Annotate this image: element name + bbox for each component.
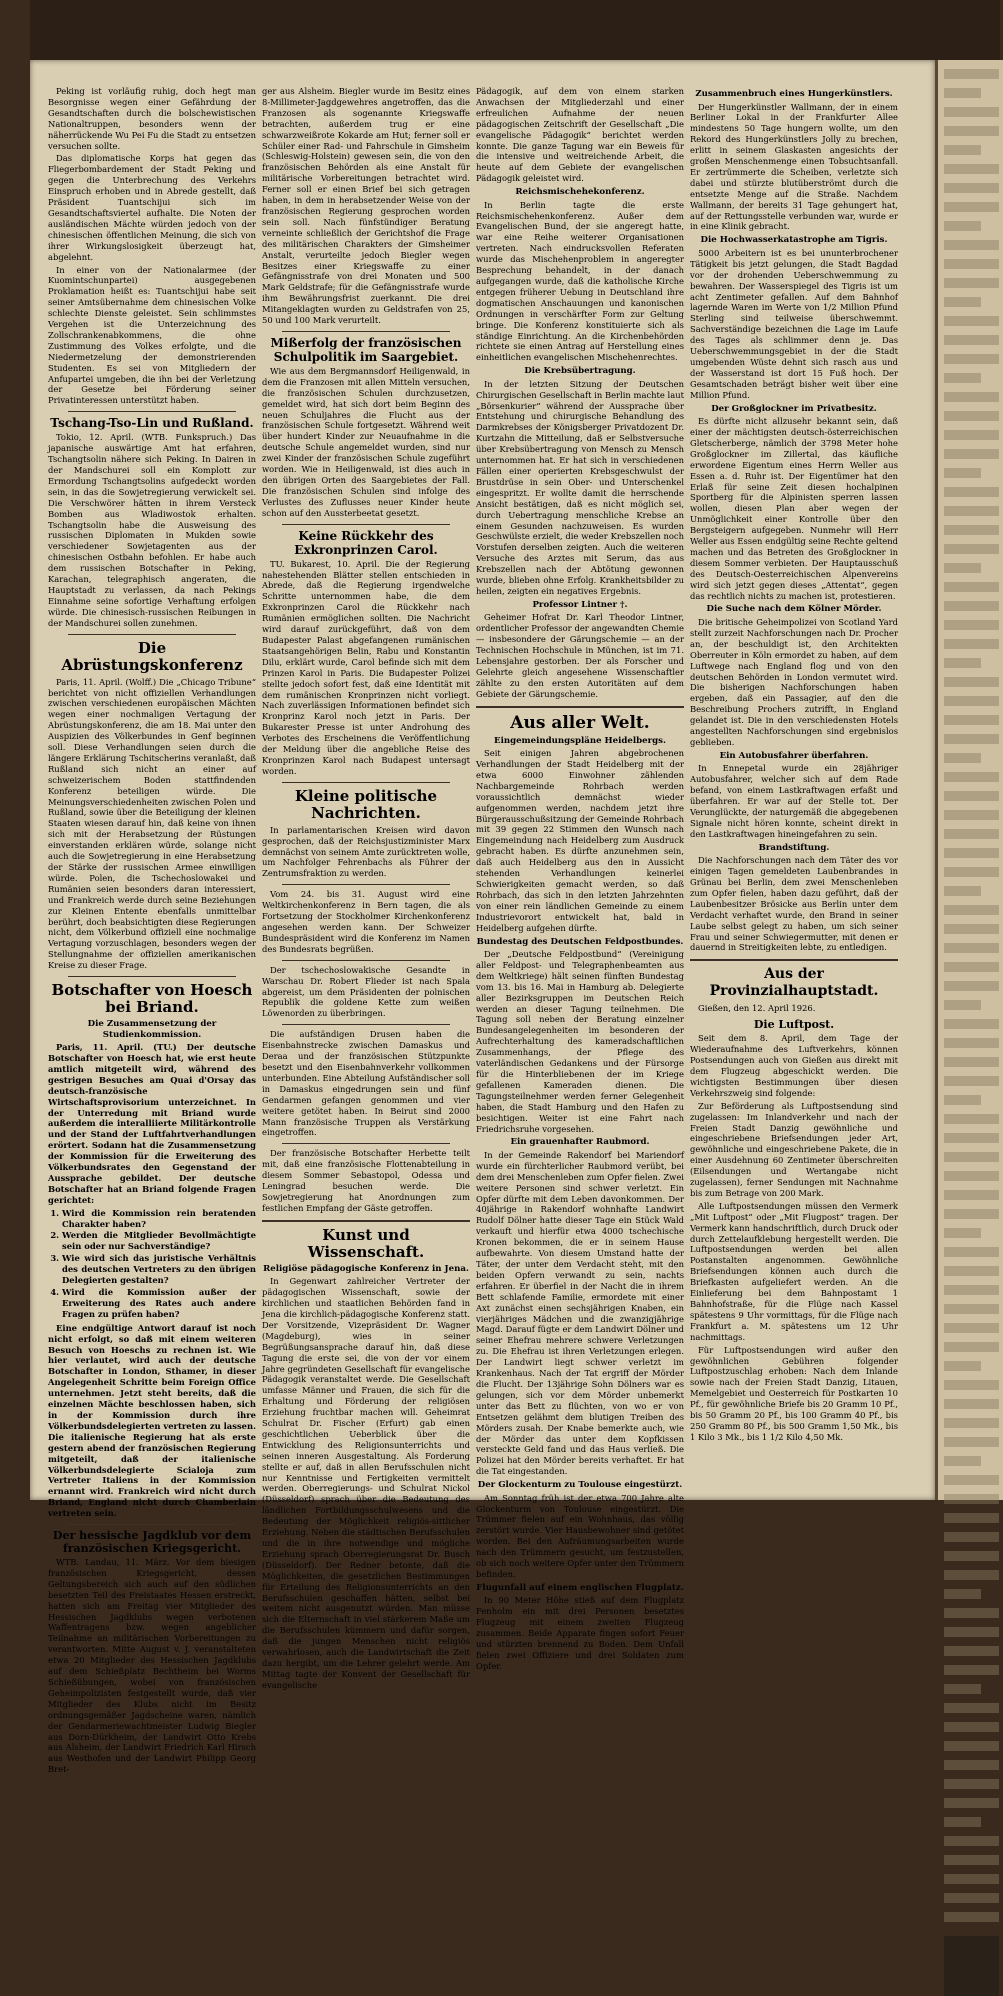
article-text: TU. Bukarest, 10. April. Die der Regierung nahestehenden Blätter stellen entschieden in Abrede, daß die Regierung irgendwelche Schritte unternommen habe, die dem Exkronprinzen Carol die Rückkehr nach Rumänien ermöglichen sollten. Die Nachricht wird darauf zurückgeführt, daß von dem Budapester Palast abgefangenen rumänischen Staatsangehörigen Belin, Rabu und Konstantin Dilu, erklärt wurde, Carol befinde sich mit dem Prinzen Karol in Paris. Die Budapester Polizei stellte jedoch sofort fest, daß eine Identität mit dem rumänischen Kronprinzen nicht vorliegt. Nach zuverlässigen Informationen befindet sich Kronprinz Karol noch jetzt in Paris. Der Bukarester Presse ist unter Androhung des Verbotes des Erscheinens die Veröffentlichung der Meldung über die angebliche Reise des Kronprinzen Karol nach Budapest untersagt worden. — [262, 558, 470, 776]
article-text: WTB. Landau, 11. März. Vor dem hiesigen französischen Kriegsgericht, dessen Geltungsbereich sich auch auf den südlichen besetzten Teil des Freistaates Hessen erstreckt, hatten sich am Freitag vier Mitglieder des Hessischen Jagdklubs wegen verbotenen Waffentragens bzw. wegen angeblicher Teilnahme an militärischen Vorbereitungen zu verantworten. Mitte August v. J. veranstalteten etwa 20 Mitglieder des Hessischen Jagdklubs auf dem Schießplatz Bechtheim bei Worms Schießübungen, wobei von französischen Geheimpolizisten festgestellt wurde, daß vier Mitglieder des Klubs nicht im Besitz ordnungsgemäßer Jagdscheine waren, nämlich der Gendarmeriewachtmeister Ludwig Biegler aus Dorn-Dürkheim, der Landwirt Otto Krebs aus Alsheim, der Landwirt Friedrich Karl Hirsch aus Westhofen und der Landwirt Philipp Georg Bret- — [48, 1557, 256, 1775]
article-text: In Gegenwart zahlreicher Vertreter der pädagogischen Wissenschaft, sowie der kirchlichen und staatlichen Behörden fand in Jena die kirchlich-pädagogische Konferenz statt. Der Vorsitzende, Vizepräsident Dr. Wagner (Magdeburg), wies in seiner Begrüßungsansprache darauf hin, daß diese Tagung die erste sei, die von der vor einem Jahre gegründeten Gesellschaft für evangelische Pädagogik veranstaltet werde. Die Gesellschaft umfasse Männer und Frauen, die sich für die Erhaltung und Förderung der religiösen Erziehung fruchtbar machen will. Geheimrat Schulrat Dr. Fischer (Erfurt) gab einen geschichtlichen Ueberblick über die Entwicklung des Religionsunterrichts und seinen inneren Ausgestaltung. Als Forderung stellte er auf, daß in allen Berufsschulen nicht nur Kenntnisse und Fertigkeiten vermittelt werden. Oberregierungs- und Schulrat Nickol (Düsseldorf) sprach über die Bedeutung des ländlichen Fortbildungsschulwesens und die Bedeutung der Möglichkeit religiös-sittlicher Erziehung. Neben die städtischen Berufsschulen und die in ihre notwendige und mögliche Erziehung sprach Oberregierungsrat Dr. Busch (Düsseldorf). Der Redner betonte, daß die Möglichkeiten, die gesetzlichen Bestimmungen für Erteilung des Religionsunterrichts an den Berufsschulen geschaffen hätten, selbst bei weitem nicht ausgenutzt würden. Man müsse sich die Elternschaft in viel stärkerem Maße um die Berufsschulen kümmern und dafür sorgen, daß die jungen Menschen nicht religiös verwahrlosen, auch die Landwirtschaft die Zeit dazu hergibt, um die Lehrer gelehrt werde. Am Mittag tagte der Konvent der Gesellschaft für evangelische — [262, 1276, 470, 1690]
dateline: Gießen, den 12. April 1926. — [698, 1003, 816, 1014]
column-2 — [262, 86, 470, 1690]
subheadline-koelner-moerder: Die Suche nach dem Kölner Mörder. — [706, 604, 882, 615]
article-text: Die britische Geheimpolizei von Scotland Yard stellt zurzeit Nachforschungen nach Dr. Procher an, der beschuldigt ist, den Architekten Oberreuter in Köln ermordet zu haben, auf dem Luftwege nach England flog und von den deutschen Behörden in London vermutet wird. Die bisherigen Nachforschungen haben ergeben, daß ein Passagier, auf den die Beschreibung Prochers zutrifft, in England gelandet ist. Die in den verschiedensten Hotels angestellten Nachforschungen sind ergebnislos geblieben. — [690, 616, 898, 747]
list-item: 2. Werden die Mitglieder Bevollmächtigte sein oder nur Sachverständige? — [62, 1230, 256, 1252]
article-text: Alle Luftpostsendungen müssen den Vermerk „Mit Luftpost“ oder „Mit Flugpost“ tragen. Der Vermerk kann handschriftlich, durch Druck oder durch Zettelaufklebung hergestellt werden. Die Luftpostsendungen werden bei allen Postanstalten angenommen. Gewöhnliche Briefsendungen können auch durch die Briefkasten aufgeliefert werden. An die Einlieferung bei dem Bahnpostamt 1 Bahnhofstraße, für die Flüge nach Kassel spätestens 9 Uhr vormittags, für die Flüge nach Frankfurt a. M. spätestens um 12 Uhr nachmittags. — [690, 1200, 898, 1342]
article-text: Die aufständigen Drusen haben die Eisenbahnstrecke zwischen Damaskus und Deraa und der französischen Stützpunkte besetzt und den Eisenbahnverkehr vollkommen unterbunden. Eine Abteilung Aufständischer soll in Damaskus eingedrungen sein und fünf Gendarmen gefangen genommen und vier weitere getötet haben. In Beirut sind 2000 Mann französische Truppen als Verstärkung eingetroffen. — [262, 1029, 470, 1138]
column-3 — [476, 86, 684, 1671]
article-text: In Ennepetal wurde ein 28jähriger Autobusfahrer, welcher sich auf dem Rade befand, von einem Lastkraftwagen erfaßt und überfahren. Er war auf der Stelle tot. Der Verunglückte, der naturgemäß die abgegebenen Signale nicht hören konnte, scheint direkt in den Lastkraftwagen hineingefahren zu sein. — [690, 763, 898, 839]
article-text: Der Hungerkünstler Wallmann, der in einem Berliner Lokal in der Frankfurter Allee mindestens 50 Tage hungern wollte, um den Rekord des Hungerkünstlers Jolly zu brechen, erlitt in seinem Glaskasten angesichts der großen Menschenmenge einen Tobsuchtsanfall. Er zertrümmerte die Scheiben, verletzte sich dabei und stürzte blutüberströmt durch die entsetzte Menge auf die Straße. Nachdem Wallmann, der bereits 31 Tage gehungert hat, auf der Rettungsstelle verbunden war, wurde er in eine Klinik gebracht. — [690, 101, 898, 232]
article-text: In der Gemeinde Rakendorf bei Mariendorf wurde ein fürchterlicher Raubmord verübt, bei dem drei Menschenleben zum Opfer fielen. Zwei weitere Personen sind schwer verletzt. Ein Opfer dürfte mit dem Leben davonkommen. Der 40jährige in Rakendorf wohnhafte Landwirt Rudolf Dölner hatte dieser Tage ein Stück Wald verkauft und hierfür etwa 4000 tschechische Kronen bekommen, die er in seinem Hause aufbewahrte. Von diesem Umstand hatte der Täter, der unter dem Verdacht steht, mit den beiden Opfern verwandt zu sein, nachts erfahren. Er überfiel in der Nacht die in ihrem Bett schlafende Familie, ermordete mit einer Axt zunächst einen sechsjährigen Knaben, ein vierjähriges Mädchen und die zwanzigjährige Magd. Darauf fügte er dem Landwirt Dölner und seiner Ehefrau mehrere schwere Verletzungen zu. Die Ehefrau ist ihren Verletzungen erlegen. Der Landwirt liegt schwer verletzt im Krankenhaus. Nach der Tat ergriff der Mörder die Flucht. Der 13jährige Sohn Dölners war es gelungen, sich vor dem Mörder unbemerkt unter das Bett zu flüchten, von wo er von Entsetzen gelähmt dem blutigen Treiben des Mörders zusah. Der Knabe bemerkte auch, wie der Mörder das unter dem Kopfkissen versteckte Geld fand und das Haus verließ. Die Polizei hat den Mörder bereits verhaftet. Er hat die Tat eingestanden. — [476, 1149, 684, 1477]
subheadline-grossglockner: Der Großglockner im Privatbesitz. — [711, 403, 877, 414]
article-text: In parlamentarischen Kreisen wird davon gesprochen, daß der Reichsjustizminister Marx demnächst von seinem Amte zurücktreten wolle, um Nachfolger Fehrenbachs als Führer der Zentrumsfraktion zu werden. — [262, 824, 470, 879]
article-text: In 90 Meter Höhe stieß auf dem Flugplatz Fenholm ein mit drei Personen besetztes Flugzeug mit einem zweiten Flugzeug zusammen. Beide Apparate fingen sofort Feuer und stürzten brennend zu Boden. Dem Unfall fielen zwei Offiziere und drei Soldaten zum Opfer. — [476, 1595, 684, 1671]
subheadline-hungerkuenstler: Zusammenbruch eines Hungerkünstlers. — [695, 89, 893, 99]
article-text: Seit einigen Jahren abgebrochenen Verhandlungen der Stadt Heidelberg mit der etwa 6000 Einwohner zählenden Nachbargemeinde Rohrbach werden voraussichtlich demnächst wieder aufgenommen werden, nachdem jetzt ihre Bürgerausschußsitzung der Gemeinde Rohrbach mit 39 gegen 22 Stimmen den Wunsch nach Eingemeindung nach Heidelberg zum Ausdruck gebracht haben. Es dürfte anzunehmen sein, daß auch Heidelberg aus den in Aussicht stehenden Verhandlungen keinerlei Schwierigkeiten gemacht werden, so daß Rohrbach, das sich in den letzten Jahrzehnten von einer rein ländlichen Gemeinde zu einem Industrievorort entwickelt hat, bald in Heidelberg aufgehen dürfte. — [476, 748, 684, 933]
headline-botschafter: Botschafter von Hoesch bei Briand. — [51, 981, 253, 1017]
subheadline-lintner: Professor Lintner †. — [532, 599, 628, 610]
subheadline-botschafter: Die Zusammensetzung der Studienkommission. — [87, 1019, 217, 1040]
headline-jagdklub: Der hessische Jagdklub vor dem französischen Kriegsgericht. — [52, 1529, 252, 1556]
article-text: Vom 24. bis 31. August wird eine Weltkirchenkonferenz in Bern tagen, die als Fortsetzung der Stockholmer Kirchenkonferenz angesehen werden kann. Der Schweizer Bundespräsident wird die Konferenz im Namen des Bundesrats begrüßen. — [262, 889, 470, 954]
subheadline-raubmord: Ein grauenhafter Raubmord. — [510, 1137, 650, 1148]
subheadline-glockenturm: Der Glockenturm zu Toulouse eingestürzt. — [477, 1480, 683, 1491]
article-text: ger aus Alsheim. Biegler wurde im Besitz eines 8-Millimeter-Jagdgewehres angetroffen, das die Franzosen als sogenannte Kriegswaffe betrachten, außerdem trug er eine schwarzweißrote Kokarde am Hut; ferner soll er Schüler einer Rad- und Fahrschule in Gimsheim (Schleswig-Holstein) gewesen sein, die von den französischen Behörden als eine Anstalt für militärische Vorbereitungen betrachtet wird. Ferner soll er einen Brief bei sich getragen haben, in dem in herabsetzender Weise von der französischen Regierung gesprochen worden sein soll. Nach fünfstündiger Beratung verneinte schließlich der Gerichtshof die Frage des militärischen Charakters der Gimsheimer Anstalt, verurteilte jedoch Biegler wegen Besitzes einer Kriegswaffe zu einer Gefängnisstrafe von drei Monaten und 500 Mark Geldstrafe; für die Gefängnisstrafe wurde ihm Bewährungsfrist zuerkannt. Die drei Mitangeklagten wurden zu Geldstrafen von 25, 50 und 100 Mark verurteilt. — [262, 86, 470, 326]
headline-aus-aller-welt: Aus aller Welt. — [510, 712, 650, 733]
article-text: Tokio, 12. April. (WTB. Funkspruch.) Das japanische auswärtige Amt hat erfahren, Tschangtsolin nähere sich Peking. In Dairen in der Mandschurei soll ein Komplott zur Ermordung Tschangtsolins aufgedeckt worden sein, in das die Sowjetregierung verwickelt sei. Die Verschwörer hätten in ihrem Versteck Bomben aus Wladiwostok erhalten. Tschangtsolin habe die Ausweisung des russischen Diplomaten in Mukden sowie verschiedener Sowjetagenten aus der chinesischen Ostbahn befohlen. Er habe auch dem russischen Botschafter in Peking, Karachan, telegraphisch angeraten, die Hauptstadt zu verlassen, da nach Pekings Einnahme seine sofortige Verhaftung erfolgen würde. Die chinesisch-russischen Reibungen in der Mandschurei sollen zunehmen. — [48, 432, 256, 628]
article-text: In Berlin tagte die erste Reichsmischehenkonferenz. Außer dem Evangelischen Bund, der sie angeregt hatte, war eine Reihe weiterer Organisationen vertreten. Nach eindrucksvollen Referaten wurde das Mischehenproblem in angeregter Besprechung behandelt, in der danach aufgegangen wurde, daß die katholische Kirche entgegen früherer Uebung in Deutschland ihre dogmatischen Anschauungen und kanonischen Ordnungen in verschärfter Form zur Geltung bringe. Die Konferenz konstituierte sich als ständige Einrichtung. An die Kirchenbehörden richtete sie einen Antrag auf Herstellung eines einheitlichen evangelischen Mischehenrechtes. — [476, 199, 684, 363]
article-text: In einer von der Nationalarmee (der Kuomintschunpartei) ausgegebenen Proklamation heißt es: Tuantschijui habe seit seiner Amtsübernahme dem chinesischen Volke schlechte Dienste geleistet. Sein schlimmstes Vergehen ist die Unterzeichnung des Zollschrankenabkommens, die ohne Zustimmung des Volkes erfolgte, und die Niedermetzelung der demonstrierenden Studenten. Es sei von Mitgliedern der Anfupartei umgeben, die ihn bei der Verletzung der Gesetze bei Förderung seiner Privatinteressen unterstützt haben. — [48, 264, 256, 406]
article-text: Peking ist vorläufig ruhig, doch hegt man Besorgnisse wegen einer Gefährdung der Gesandtschaften durch die bolschewistischen Nationaltruppen, besonders wenn der näherrückende Wu Pei Fu die Stadt zu entsetzen versuchen sollte. — [48, 86, 256, 151]
headline-schulpolitik: Mißerfolg der französischen Schulpolitik im Saargebiet. — [270, 335, 462, 364]
article-text: Seit dem 8. April, dem Tage der Wiederaufnahme des Luftverkehrs, können Postsendungen auch von Gießen aus direkt mit dem Flugzeug abgeschickt werden. Die wichtigsten Bestimmungen über diesen Verkehrszweig sind folgende: — [690, 1033, 898, 1098]
article-text: Zur Beförderung als Luftpostsendung sind zugelassen: Im Inlandverkehr und nach der Freien Stadt Danzig gewöhnliche und eingeschriebene Briefsendungen jeder Art, gewöhnliche und eingeschriebene Pakete, die in einer Ausdehnung 60 Zentimeter überschreiten (Eilsendungen und Wertangabe nicht zugelassen), ferner Sendungen mit Nachnahme bis zum Betrage von 200 Mark. — [690, 1100, 898, 1198]
article-text: Der „Deutsche Feldpostbund“ (Vereinigung aller Feldpost- und Telegraphenbeamten aus dem Weltkriege) hält seinen fünften Bundestag vom 13. bis 16. Mai in Hamburg ab. Delegierte aller Bezirksgruppen im Deutschen Reich werden an dieser Tagung teilnehmen. Die Tagung soll neben der Beratung einzelner Bundesangelegenheiten im besonderen der Aufrechterhaltung des kameradschaftlichen Zusammenhangs, der Pflege des vaterländischen Gedankens und der Fürsorge für die Hinterbliebenen der im Kriege gefallenen Kameraden dienen. Die Tagungsteilnehmer werden ferner Gelegenheit haben, die Stadt Hamburg und den Hafen zu besichtigen. Weiter ist eine Fahrt nach Friedrichsruhe vorgesehen. — [476, 949, 684, 1134]
article-text: In der letzten Sitzung der Deutschen Chirurgischen Gesellschaft in Berlin machte laut „Börsenkurier“ während der Aussprache über Entstehung und chirurgische Behandlung des Darmkrebses der Königsberger Privatdozent Dr. Kurtzahn die Mitteilung, daß er Selbstversuche über Krebsübertragung von Mensch zu Mensch unternommen hat. Er hat sich in verschiedenen Fällen einer operierten Krebsgeschwulst der Brustdrüse in sein Ober- und Unterschenkel eingespritzt. Er wollte damit die herrschende Ansicht bestätigen, daß es nicht möglich sei, durch Uebertragung menschliche Krebse an einem Gesunden nachzuweisen. Es wurden Geschwülste erzielt, die weder Krebszellen noch Vorstufen derselben zeigten. Auch die weiteren Versuche des Arztes mit Serum, das aus Krebszellen nach der Abtötung gewonnen wurde, blieben ohne Erfolg. Krankheitsbilder zu heilen, zeigten ein negatives Ergebnis. — [476, 378, 684, 596]
article-text: Wie aus dem Bergmannsdorf Heiligenwald, in dem die Franzosen mit allen Mitteln versuchen, die französischen Schulen durchzusetzen, gemeldet wird, hat sich dort beim Beginn des neuen Schuljahres die Flucht aus der französischen Schule fortgesetzt. Während weit über hundert Kinder zur Neuaufnahme in die deutsche Schule angemeldet wurden, sind nur zwei Kinder der französischen Schule zugeführt worden. Wie in Heiligenwald, ist dies auch in den übrigen Orten des Saargebietes der Fall. Die französischen Schulen sind infolge des Verlustes des Zuflusses neuer Kinder heute schon auf den Aussterbeetat gesetzt. — [262, 365, 470, 518]
article-text: Der tschechoslowakische Gesandte in Warschau Dr. Robert Flieder ist nach Spala abgereist, um dem Präsidenten der polnischen Republik die goldene Kette zum weißen Löwenorden zu überbringen. — [262, 964, 470, 1019]
article-text: Pädagogik, auf dem von einem starken Anwachsen der Mitgliederzahl und einer erfreulichen Aufnahme der neuen pädagogischen Zeitschrift der Gesellschaft „Die evangelische Pädagogik“ berichtet werden konnte. Die ganze Tagung war ein Beweis für die intensive und weitreichende Arbeit, die heute auf dem Gebiete der evangelischen Pädagogik geleistet wird. — [476, 86, 684, 184]
headline-kunst: Kunst und Wissenschaft. — [307, 1225, 425, 1261]
list-item: 1. Wird die Kommission rein beratenden Charakter haben? — [62, 1208, 256, 1230]
article-text: Paris, 11. April. (Wolff.) Die „Chicago Tribune“ berichtet von nicht offiziellen Verhandlungen zwischen verschiedenen europäischen Mächten wegen einer nochmaligen Vertagung der Abrüstungskonferenz, die am 18. Mai unter den Auspizien des Völkerbundes in Genf beginnen soll. Diese Verhandlungen seien durch die längere Erklärung Tschitscherins veranlaßt, daß Rußland sich nicht an einer auf schweizerischem Boden stattfindenden Konferenz beteiligen würde. Die Meinungsverschiedenheiten zwischen Polen und Rußland, sowie über die Beteiligung der kleinen Staaten wiesen darauf hin, daß keine von ihnen sich mit der Herabsetzung der Rüstungen einverstanden erklären würde, solange nicht auch die Sowjetregierung in eine Herabsetzung der Stärke der russischen Armee einwilligen würde. Polen, die Tschechoslowakei und Rumänien seien besonders daran interessiert, und Frankreich werde durch seine Beziehungen zur Kleinen Entente ebenfalls unmittelbar berührt, doch beabsichtigten diese Regierungen nicht, dem Völkerbund offiziell eine nochmalige Vertagung vorzuschlagen, besonders wegen der Stellungnahme der offiziellen amerikanischen Kreise zu dieser Frage. — [48, 676, 256, 971]
headline-provinzialhauptstadt: Aus der Provinzialhauptstadt. — [709, 966, 879, 1000]
question-list — [48, 1208, 256, 1320]
subheadline-feldpost: Bundestag des Deutschen Feldpostbundes. — [476, 936, 684, 947]
subheadline-reichsmischehe: Reichsmischehekonferenz. — [515, 187, 645, 198]
list-item: 4. Wird die Kommission außer der Erweiterung des Rates auch andere Fragen zu prüfen haben? — [62, 1287, 256, 1320]
adjacent-page-edge — [935, 60, 1003, 1500]
subheadline-krebs: Die Krebsübertragung. — [524, 366, 636, 377]
headline-carol: Keine Rückkehr des Exkronprinzen Carol. — [294, 528, 438, 557]
article-text: Geheimer Hofrat Dr. Karl Theodor Lintner, ordentlicher Professor der angewandten Chemie — insbesondere der Gärungschemie — an der Technischen Hochschule in München, ist im 71. Lebensjahre gestorben. Der als Forscher und Gelehrte gleich angesehene Wissenschaftler zählte zu den ersten Autoritäten auf dem Gebiete der Gärungschemie. — [476, 612, 684, 699]
scan-top-border — [30, 0, 1000, 60]
subheadline-flugunfall: Flugunfall auf einem englischen Flugplatz. — [476, 1582, 684, 1593]
article-text: Für Luftpostsendungen wird außer den gewöhnlichen Gebühren folgender Luftpostzuschlag erhoben: Nach dem Inlande sowie nach der Freien Stadt Danzig, Litauen, Memelgebiet und Oesterreich für Postkarten 10 Pf., für gewöhnliche Briefe bis 20 Gramm 10 Pf., bis 50 Gramm 20 Pf., bis 100 Gramm 40 Pf., bis 250 Gramm 80 Pf., bis 500 Gramm 1,50 Mk., bis 1 Kilo 3 Mk., bis 1 1/2 Kilo 4,50 Mk. — [690, 1344, 898, 1442]
article-text: Es dürfte nicht allzusehr bekannt sein, daß einer der mächtigsten deutsch-österreichischen Gletscherberge, nämlich der 3798 Meter hohe Großglockner im Zillertal, das käufliche erwordene Eigentum eines Herrn Weller aus Essen a. d. Ruhr ist. Der Eigentümer hat den Erlaß für seine Zeit diesen hochalpinen Sportberg für die Alpinisten sperren lassen wollen, diesen Plan aber wegen der Unmöglichkeit einer Kontrolle über den Bergsteigern aufgegeben. Nunmehr will Herr Weller aus Essen endgültig seine Rechte geltend machen und das Betreten des Großglockner in diesem Sommer verbieten. Der Hauptausschuß des Deutsch-Oesterreichischen Alpenvereins wird sich jetzt gegen dieses „Attentat“, gegen das rechtlich nichts zu machen ist, protestieren. — [690, 416, 898, 601]
article-text: Die Nachforschungen nach dem Täter des vor einigen Tagen gemeldeten Laubenbrandes in Grünau bei Berlin, dem zwei Menschenleben zum Opfer fielen, haben dazu geführt, daß der Laubenbesitzer Brösicke aus Berlin unter dem Verdacht verhaftet wurde, den Brand in seiner Laube selbst gelegt zu haben, um sich seiner Frau und seiner Schwiegermutter, mit denen er dauernd in Streitigkeiten lebte, zu entledigen. — [690, 855, 898, 953]
article-text: Eine endgültige Antwort darauf ist noch nicht erfolgt, so daß mit einem weiteren Besuch von Hoeschs zu rechnen ist. Wie hier verlautet, wird auch der deutsche Botschafter in London, Sthamer, in dieser Angelegenheit Schritte beim Foreign Office unternehmen. Jetzt steht bereits, daß die einzelnen Mächte beschlossen haben, sich in der Kommission durch ihre Völkerbundsdelegierten vertreten zu lassen. Die italienische Regierung hat als erste gestern abend der französischen Regierung mitgeteilt, daß der italienische Völkerbundsdelegierte Scialoja zum Vertreter Italiens in der Kommission ernannt wird. Frankreich wird nicht durch Briand, England nicht durch Chamberlain vertreten sein. — [48, 1322, 256, 1519]
article-text: Am Sonntag früh ist der etwa 700 Jahre alte Glockenturm von Toulouse eingestürzt. Die Trümmer fielen auf ein Wohnhaus, das völlig zerstört wurde. Vier Hausbewohner sind getötet worden. Bei den Aufräumungsarbeiten wurde nach den Trümmern gesucht, um festzustellen, ob sich noch weitere Opfer unter den Trümmern befinden. — [476, 1492, 684, 1579]
headline-kleine-nachrichten: Kleine politische Nachrichten. — [294, 786, 438, 822]
subheadline-kunst: Religiöse pädagogische Konferenz in Jena. — [263, 1263, 469, 1274]
headline-tschang: Tschang-Tso-Lin und Rußland. — [50, 416, 254, 431]
subheadline-luftpost: Die Luftpost. — [753, 1018, 835, 1032]
subheadline-tigris: Die Hochwasserkatastrophe am Tigris. — [700, 235, 888, 246]
column-1 — [48, 86, 256, 1775]
subheadline-heidelberg: Eingemeindungspläne Heidelbergs. — [494, 735, 666, 746]
list-item: 3. Wie wird sich das juristische Verhältnis des deutschen Vertreters zu den übrigen Delegierten gestalten? — [62, 1253, 256, 1286]
subheadline-brand: Brandstiftung. — [758, 842, 830, 853]
article-text: Paris, 11. April. (TU.) Der deutsche Botschafter von Hoesch hat, wie erst heute amtlich mitgeteilt wird, während des gestrigen Besuches am Quai d'Orsay das deutsch-französische Wirtschaftsprovisorium unterzeichnet. In der Unterredung mit Briand wurde außerdem die interalliierte Militärkontrolle und der Stand der Luftfahrtverhandlungen erörtert. Sodann hat die Zusammensetzung der Kommission für die Erweiterung des Völkerbundsrates den Gegenstand der Aussprache gebildet. Der deutsche Botschafter hat an Briand folgende Fragen gerichtet: — [48, 1042, 256, 1205]
subheadline-autobus: Ein Autobusfahrer überfahren. — [719, 750, 869, 761]
headline-abruestung: Die Abrüstungskonferenz — [61, 638, 243, 674]
column-4 — [690, 86, 898, 1486]
article-text: Das diplomatische Korps hat gegen das Fliegerbombardement der Stadt Peking und gegen die Unterbrechung des Verkehrs Einspruch erhoben und in Abrede gestellt, daß Präsident Tuantschijui sich im Gesandtschaftsviertel aufhalte. Die Noten der ausländischen Mächte würden jedoch von der chinesischen öffentlichen Meinung, die sich von ihrer Wirkungslosigkeit überzeugt hat, abgelehnt. — [48, 153, 256, 262]
article-text: 5000 Arbeitern ist es bei ununterbrochener Tätigkeit bis jetzt gelungen, die Stadt Bagdad vor der drohenden Ueberschwemmung zu bewahren. Der Wasserspiegel des Tigris ist um acht Zentimeter gefallen. Auf dem Bahnhof lagernde Waren im Werte von 1/2 Million Pfund Sterling sind teilweise überschwemmt. Sachverständige bezeichnen die Lage im Laufe des Tages als schlimmer denn je. Das Ueberschwemmungsgebiet in der die Stadt umgebenden Wüste dehnt sich rasch aus und der Wasserstand ist dort 15 Fuß hoch. Der Gesamtschaden beträgt bisher weit über eine Million Pfund. — [690, 247, 898, 400]
article-text: Der französische Botschafter Herbette teilt mit, daß eine französische Flottenabteilung in diesem Sommer Sebastopol, Odessa und Leningrad besuchen werde. Die Sowjetregierung hat Anordnungen zum festlichen Empfang der Gäste getroffen. — [262, 1148, 470, 1213]
